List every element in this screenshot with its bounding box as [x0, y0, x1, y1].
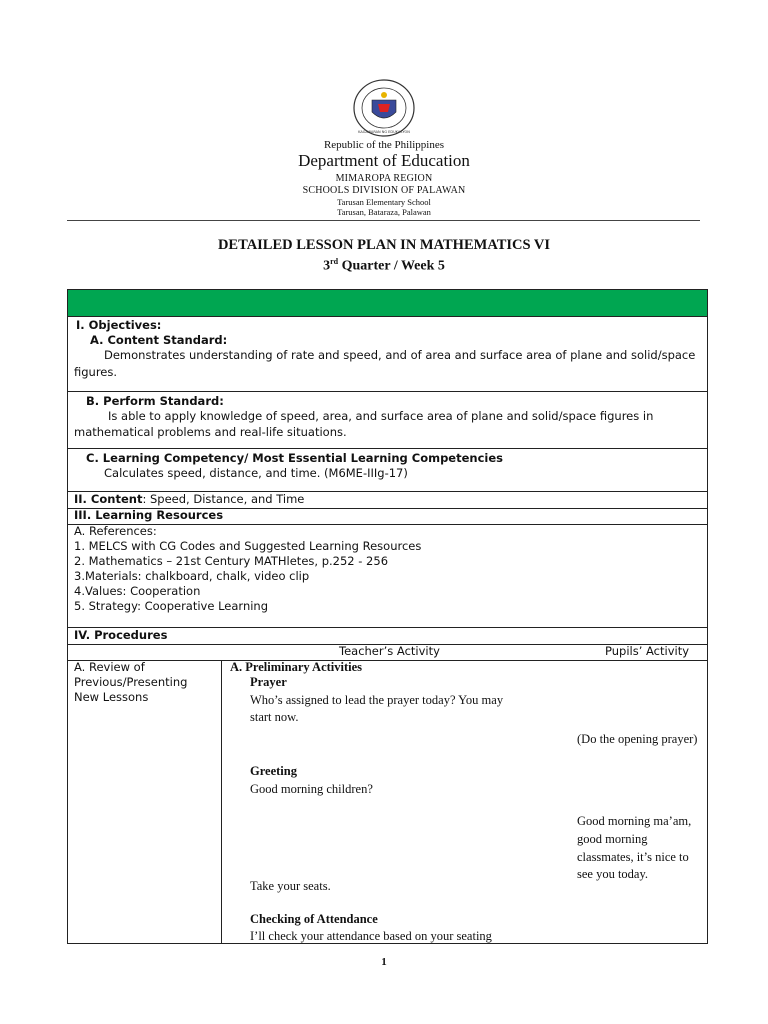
prayer-text-1: Who’s assigned to lead the prayer today? You may — [250, 693, 504, 707]
procedures-heading: IV. Procedures — [74, 628, 168, 642]
seats-text: Take your seats. — [250, 879, 331, 893]
row-label-line: A. Review of — [74, 660, 145, 674]
document-title: DETAILED LESSON PLAN IN MATHEMATICS VI — [217, 237, 551, 253]
content-standard-text-1: Demonstrates understanding of rate and speed, and of area and surface area of plane and solid/space — [104, 348, 696, 362]
row-label-line: New Lessons — [74, 690, 149, 704]
resource-item: 3.Materials: chalkboard, chalk, video clip — [74, 569, 310, 583]
competency-label: C. Learning Competency/ Most Essential Learning Competencies — [86, 451, 503, 465]
department-name: Department of Education — [298, 151, 470, 170]
seal-lettering: KAGAWARAN NG EDUKASYON — [358, 130, 410, 134]
division-line: SCHOOLS DIVISION OF PALAWAN — [302, 185, 466, 196]
greeting-pupil-line: good morning — [577, 832, 648, 846]
resource-item: A. References: — [74, 524, 157, 538]
perform-standard-label: B. Perform Standard: — [86, 394, 224, 408]
greeting-text: Good morning children? — [250, 782, 373, 796]
region-line: MIMAROPA REGION — [335, 173, 433, 184]
attendance-text: I’ll check your attendance based on your seating — [250, 929, 492, 943]
address-line: Tarusan, Bataraza, Palawan — [337, 207, 431, 217]
teacher-column-header: Teacher’s Activity — [339, 644, 440, 658]
preliminary-activities-heading: A. Preliminary Activities — [230, 660, 363, 674]
school-line: Tarusan Elementary School — [337, 197, 431, 207]
page-number: 1 — [381, 956, 387, 968]
content-row: II. Content: Speed, Distance, and Time — [74, 492, 305, 506]
prayer-pupil-response: (Do the opening prayer) — [577, 732, 698, 746]
republic-line: Republic of the Philippines — [323, 139, 445, 151]
greeting-pupil-line: Good morning ma’am, — [577, 814, 692, 828]
deped-seal — [348, 78, 420, 138]
attendance-label: Checking of Attendance — [250, 912, 378, 926]
prayer-label: Prayer — [250, 675, 287, 689]
quarter-week: 3rd Quarter / Week 5 — [323, 257, 445, 274]
resource-item: 4.Values: Cooperation — [74, 584, 201, 598]
resource-item: 5. Strategy: Cooperative Learning — [74, 599, 269, 613]
content-standard-text-2: figures. — [74, 365, 118, 379]
resources-heading: III. Learning Resources — [74, 508, 224, 522]
resource-item: 1. MELCS with CG Codes and Suggested Learning Resources — [74, 539, 422, 553]
prayer-text-2: start now. — [250, 710, 299, 724]
row-label-line: Previous/Presenting — [74, 675, 188, 689]
perform-standard-text-1: Is able to apply knowledge of speed, area, and surface area of plane and solid/space figures in — [108, 409, 654, 423]
resource-item: 2. Mathematics – 21st Century MATHletes, p.252 - 256 — [74, 554, 389, 568]
greeting-pupil-line: see you today. — [577, 867, 649, 881]
objectives-heading: I. Objectives: — [76, 318, 162, 332]
header-rule — [67, 220, 700, 221]
pupil-column-header: Pupils’ Activity — [605, 644, 690, 658]
greeting-pupil-line: classmates, it’s nice to — [577, 850, 689, 864]
content-standard-label: A. Content Standard: — [90, 333, 228, 347]
greeting-label: Greeting — [250, 764, 297, 778]
header-band — [67, 289, 708, 317]
perform-standard-text-2: mathematical problems and real-life situations. — [74, 425, 347, 439]
competency-text: Calculates speed, distance, and time. (M6ME-IIIg-17) — [104, 466, 408, 480]
